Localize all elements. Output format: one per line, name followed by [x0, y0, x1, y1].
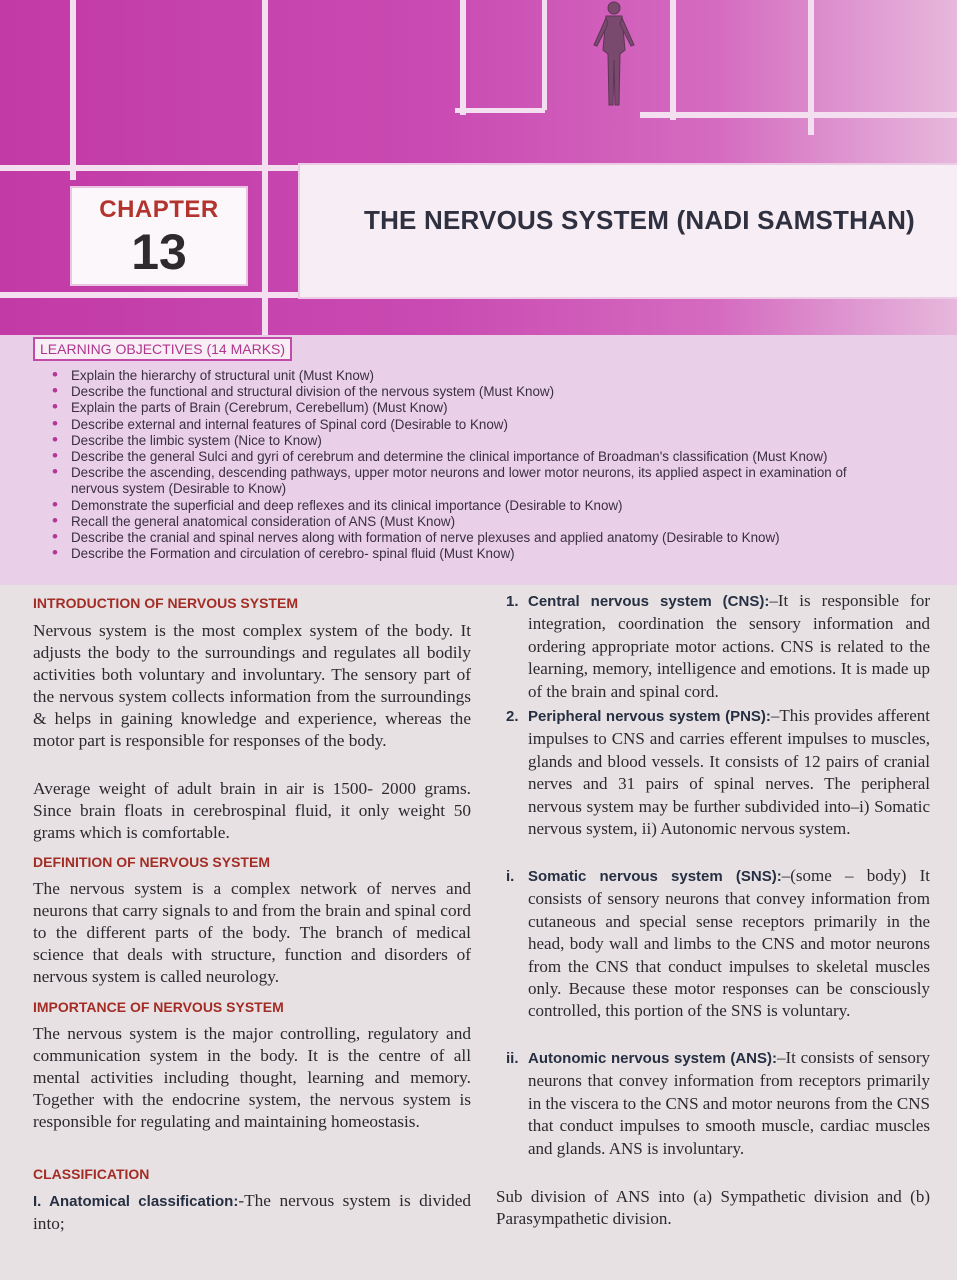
learning-objectives-list: [50, 368, 860, 562]
importance-paragraph: The nervous system is the major controlling, regulatory and communication system in the body. It is the centre of all mental activities including thought, learning and memory. Together with the endocrine system, the nervous system is responsible for regulating and maintaining homeostasis.: [33, 1024, 471, 1131]
pns-lead: Peripheral nervous system (PNS):: [528, 708, 771, 725]
objective-item: • Describe the functional and structural division of the nervous system (Must Know): [50, 384, 860, 400]
definition-paragraph: The nervous system is a complex network of nerves and neurons that carry signals to and from the brain and spinal cord to the different parts of the body. The branch of medical science that deals with structure, function and disorders of nervous system is called neurology.: [33, 879, 471, 986]
pns-item: [528, 705, 930, 840]
ans-subdivision-paragraph: Sub division of ANS into (a) Sympathetic division and (b) Parasympathetic division.: [496, 1187, 930, 1228]
intro-heading: INTRODUCTION OF NERVOUS SYSTEM: [33, 595, 298, 611]
objective-item: • Explain the parts of Brain (Cerebrum, Cerebellum) (Must Know): [50, 400, 860, 416]
ans-item: [528, 1047, 930, 1160]
title-box: [300, 165, 957, 297]
objective-item: • Describe external and internal features of Spinal cord (Desirable to Know): [50, 417, 860, 433]
cns-item: [528, 590, 930, 703]
learning-objectives-heading: LEARNING OBJECTIVES (14 MARKS): [33, 337, 292, 361]
classification-paragraph: [33, 1190, 471, 1235]
objective-item: • Describe the limbic system (Nice to Know): [50, 433, 860, 449]
intro-paragraph: Nervous system is the most complex system of the body. It adjusts the body to the surroundings and regulates all bodily activities both voluntary and involuntary. The sensory part of the nervous system collects information from the surroundings & helps in gaining knowledge and experience, whereas the motor part is responsible for responses of the body.: [33, 621, 471, 750]
classification-lead: I. Anatomical classification:: [33, 1193, 239, 1210]
cns-number: 1.: [506, 593, 519, 610]
classification-heading: CLASSIFICATION: [33, 1166, 150, 1182]
pns-number: 2.: [506, 708, 519, 725]
objective-item: • Demonstrate the superficial and deep reflexes and its clinical importance (Desirable to Know): [50, 498, 860, 514]
chapter-badge: [70, 186, 248, 286]
chapter-number: 13: [131, 224, 187, 280]
sns-number: i.: [506, 868, 515, 885]
cns-lead: Central nervous system (CNS):: [528, 593, 770, 610]
human-figure-icon: [584, 0, 644, 110]
objective-item: • Describe the cranial and spinal nerves along with formation of nerve plexuses and applied anatomy (Desirable to Know): [50, 530, 860, 546]
classification-text: -The nervous system is divided into;: [33, 1191, 472, 1233]
ans-lead: Autonomic nervous system (ANS):: [528, 1050, 777, 1067]
objective-item: • Describe the ascending, descending pathways, upper motor neurons and lower motor neurons, its applied aspect in examination of nervous system (Desirable to Know): [50, 465, 860, 497]
brain-weight-paragraph: Average weight of adult brain in air is 1500- 2000 grams. Since brain floats in cerebrospinal fluid, it only weight 50 grams which is comfortable.: [33, 779, 471, 842]
definition-heading: DEFINITION OF NERVOUS SYSTEM: [33, 854, 270, 870]
ans-text: –It consists of sensory neurons that convey information from receptors primarily in the viscera to the CNS and motor neurons from the CNS that conduct impulses to smooth muscle, cardiac muscles and glands. ANS is involuntary.: [528, 1048, 930, 1158]
objective-item: • Recall the general anatomical consideration of ANS (Must Know): [50, 514, 860, 530]
chapter-label: CHAPTER: [99, 196, 219, 223]
objective-item: • Describe the Formation and circulation of cerebro- spinal fluid (Must Know): [50, 546, 860, 562]
importance-heading: IMPORTANCE OF NERVOUS SYSTEM: [33, 999, 284, 1015]
sns-text: –(some – body) It consists of sensory neurons that convey information from cutaneous and special sense receptors primarily in the head, body wall and limbs to the CNS and motor neurons from the CNS that conduct impulses to skeletal muscles only. Because these motor responses can be consciously controlled, this portion of the SNS is voluntary.: [528, 866, 930, 1021]
sns-lead: Somatic nervous system (SNS):: [528, 868, 782, 885]
ans-number: ii.: [506, 1050, 519, 1067]
sns-item: [528, 865, 930, 1023]
cns-text: –It is responsible for integration, coordination the sensory information and ordering appropriate motor actions. CNS is related to the learning, memory, intelligence and emotions. It is made up of the brain and spinal cord.: [528, 591, 930, 701]
objective-item: • Explain the hierarchy of structural unit (Must Know): [50, 368, 860, 384]
pns-text: –This provides afferent impulses to CNS and carries efferent impulses to muscles, glands and blood vessels. It consists of 12 pairs of cranial nerves and 31 pairs of spinal nerves. The peripheral nervous system may be further subdivided into–i) Somatic nervous system, ii) Autonomic nervous system.: [528, 706, 930, 839]
chapter-title: THE NERVOUS SYSTEM (NADI SAMSTHAN): [364, 205, 915, 235]
objective-item: • Describe the general Sulci and gyri of cerebrum and determine the clinical importance of Broadman's classification (Must Know): [50, 449, 860, 465]
